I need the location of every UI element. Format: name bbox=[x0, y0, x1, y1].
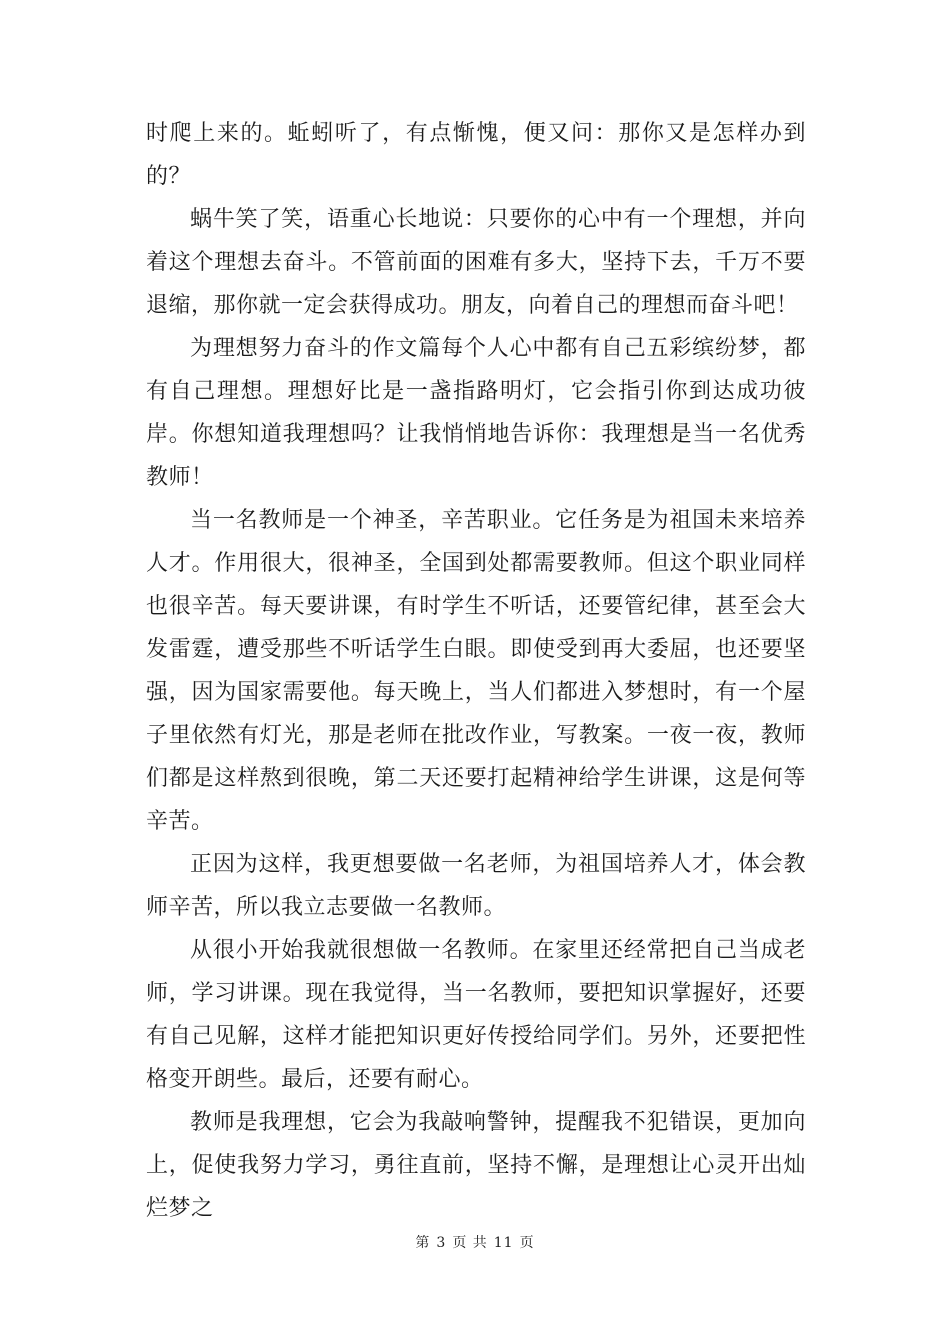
footer-prefix: 第 bbox=[415, 1235, 431, 1251]
footer-suffix: 页 bbox=[519, 1235, 535, 1251]
paragraph: 当一名教师是一个神圣，辛苦职业。它任务是为祖国未来培养人才。作用很大，很神圣，全国到处都需要教师。但这个职业同样也很辛苦。每天要讲课，有时学生不听话，还要管纪律，甚至会大发雷霆，遭受那些不听话学生白眼。即使受到再大委屈，也还要坚强，因为国家需要他。每天晚上，当人们都进入梦想时，有一个屋子里依然有灯光，那是老师在批改作业，写教案。一夜一夜，教师们都是这样熬到很晚，第二天还要打起精神给学生讲课，这是何等辛苦。 bbox=[146, 508, 806, 834]
current-page-number: 3 bbox=[436, 1235, 447, 1251]
paragraph: 为理想努力奋斗的作文篇每个人心中都有自己五彩缤纷梦，都有自己理想。理想好比是一盏指路明灯，它会指引你到达成功彼岸。你想知道我理想吗？让我悄悄地告诉你：我理想是当一名优秀教师！ bbox=[146, 336, 806, 490]
document-body bbox=[146, 112, 806, 1230]
total-pages-number: 11 bbox=[493, 1235, 514, 1251]
footer-middle: 页 共 bbox=[452, 1235, 488, 1251]
paragraph: 时爬上来的。蚯蚓听了，有点惭愧，便又问：那你又是怎样办到的？ bbox=[146, 121, 806, 189]
paragraph: 正因为这样，我更想要做一名老师，为祖国培养人才，体会教师辛苦，所以我立志要做一名教师。 bbox=[146, 852, 806, 920]
paragraph: 蜗牛笑了笑，语重心长地说：只要你的心中有一个理想，并向着这个理想去奋斗。不管前面的困难有多大，坚持下去，千万不要退缩，那你就一定会获得成功。朋友，向着自己的理想而奋斗吧！ bbox=[146, 207, 806, 318]
paragraph: 从很小开始我就很想做一名教师。在家里还经常把自己当成老师，学习讲课。现在我觉得，当一名教师，要把知识掌握好，还要有自己见解，这样才能把知识更好传授给同学们。另外，还要把性格变开朗些。最后，还要有耐心。 bbox=[146, 938, 806, 1092]
page-footer bbox=[0, 1232, 950, 1252]
paragraph: 教师是我理想，它会为我敲响警钟，提醒我不犯错误，更加向上，促使我努力学习，勇往直前，坚持不懈，是理想让心灵开出灿烂梦之 bbox=[146, 1110, 806, 1221]
